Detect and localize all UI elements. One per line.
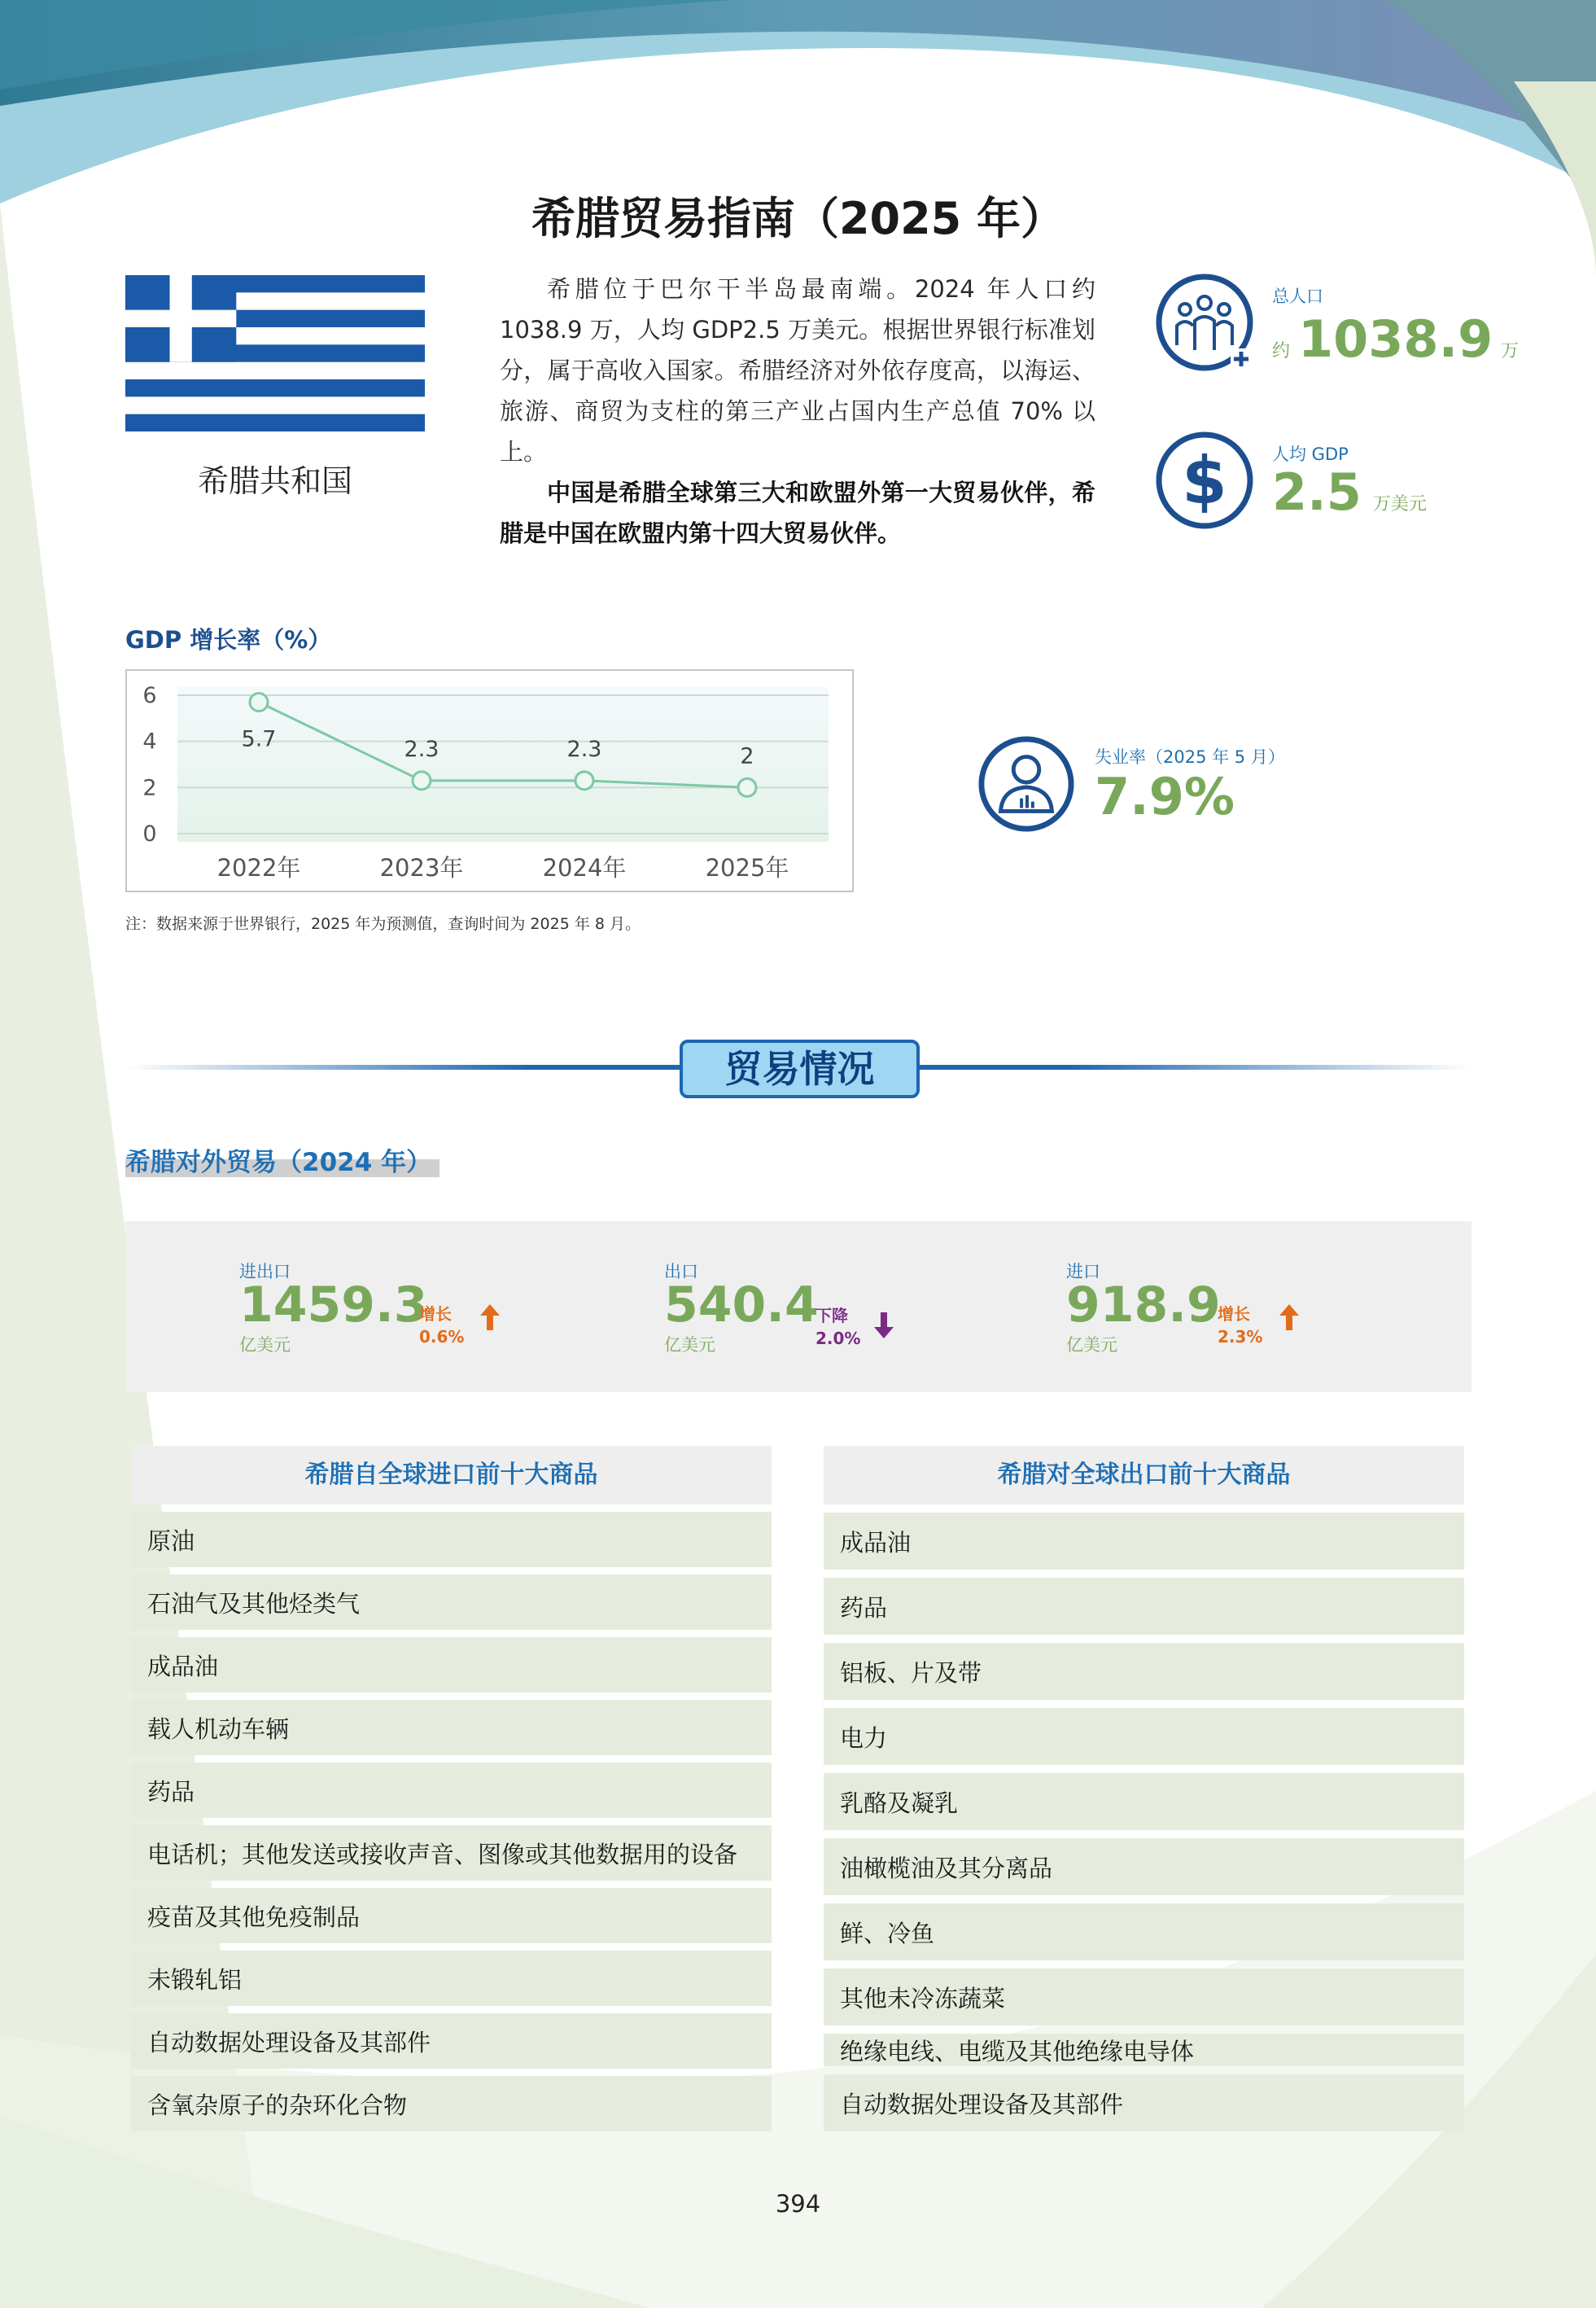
export-change bbox=[815, 1304, 860, 1350]
chart-x-tick-label: 2022年 bbox=[216, 854, 301, 882]
export-label: 出口 bbox=[664, 1262, 698, 1281]
table-row: 鲜、冷鱼 bbox=[824, 1903, 1464, 1960]
total-trade-label: 进出口 bbox=[239, 1262, 291, 1281]
arrow-up-icon bbox=[480, 1304, 500, 1330]
chart-y-tick-label: 2 bbox=[142, 775, 157, 801]
population-prefix: 约 bbox=[1272, 341, 1291, 361]
chart-y-tick-label: 4 bbox=[142, 729, 157, 755]
table-row: 铝板、片及带 bbox=[824, 1643, 1464, 1700]
imports-table bbox=[131, 1446, 772, 2131]
gdp-per-capita-value-group bbox=[1272, 462, 1427, 522]
table-row: 电话机；其他发送或接收声音、图像或其他数据用的设备 bbox=[131, 1825, 772, 1881]
chart-data-point bbox=[575, 772, 593, 790]
population-stat bbox=[1154, 272, 1255, 376]
export-value: 540.4 bbox=[664, 1277, 819, 1334]
svg-text:$: $ bbox=[1182, 443, 1227, 519]
population-value-group bbox=[1272, 309, 1519, 369]
chart-data-label: 2.3 bbox=[404, 736, 439, 762]
total-change-label: 增长 bbox=[419, 1304, 452, 1324]
unemployment-value: 7.9% bbox=[1095, 767, 1235, 826]
table-row: 乳酪及凝乳 bbox=[824, 1773, 1464, 1830]
table-row: 原油 bbox=[131, 1512, 772, 1567]
imports-table-header: 希腊自全球进口前十大商品 bbox=[131, 1446, 772, 1504]
chart-data-label: 5.7 bbox=[241, 726, 277, 752]
table-row: 含氧杂原子的杂环化合物 bbox=[131, 2076, 772, 2131]
exports-table bbox=[824, 1446, 1464, 2131]
table-row: 自动数据处理设备及其部件 bbox=[131, 2013, 772, 2069]
table-row: 绝缘电线、电缆及其他绝缘电导体 bbox=[824, 2034, 1464, 2066]
table-row: 未锻轧铝 bbox=[131, 1951, 772, 2006]
gdp-per-capita-value: 2.5 bbox=[1272, 462, 1362, 522]
total-change-value: 0.6% bbox=[419, 1327, 465, 1347]
arrow-down-icon bbox=[874, 1312, 894, 1338]
dollar-icon bbox=[1154, 430, 1255, 531]
export-change-label: 下降 bbox=[815, 1306, 848, 1325]
exports-table-header: 希腊对全球出口前十大商品 bbox=[824, 1446, 1464, 1504]
country-name: 希腊共和国 bbox=[197, 463, 352, 499]
table-row: 其他未冷冻蔬菜 bbox=[824, 1969, 1464, 2026]
table-row: 药品 bbox=[131, 1763, 772, 1818]
population-unit: 万 bbox=[1501, 341, 1519, 361]
chart-data-label: 2.3 bbox=[566, 736, 602, 762]
gdp-growth-chart bbox=[125, 669, 854, 892]
population-label: 总人口 bbox=[1272, 287, 1323, 306]
import-change-value: 2.3% bbox=[1218, 1327, 1263, 1347]
import-unit: 亿美元 bbox=[1066, 1335, 1117, 1355]
trade-subtitle: 希腊对外贸易（2024 年） bbox=[125, 1148, 432, 1177]
page-number: 394 bbox=[775, 2190, 821, 2218]
table-row: 载人机动车辆 bbox=[131, 1700, 772, 1755]
gdp-per-capita-unit: 万美元 bbox=[1372, 494, 1427, 515]
chart-canvas bbox=[127, 671, 852, 891]
gdp-per-capita-label: 人均 GDP bbox=[1272, 445, 1349, 464]
page-title: 希腊贸易指南（2025 年） bbox=[531, 193, 1065, 244]
table-row: 油橄榄油及其分离品 bbox=[824, 1838, 1464, 1895]
chart-x-tick-label: 2023年 bbox=[379, 854, 464, 882]
total-trade-change bbox=[419, 1303, 464, 1348]
import-change bbox=[1218, 1303, 1262, 1348]
total-trade-unit: 亿美元 bbox=[239, 1335, 291, 1355]
export-unit: 亿美元 bbox=[664, 1335, 715, 1355]
arrow-up-icon bbox=[1279, 1304, 1299, 1330]
greece-flag-image bbox=[125, 275, 425, 431]
table-row: 自动数据处理设备及其部件 bbox=[824, 2074, 1464, 2131]
intro-highlight: 中国是希腊全球第三大和欧盟外第一大贸易伙伴，希腊是中国在欧盟内第十四大贸易伙伴。 bbox=[500, 479, 1095, 547]
table-row: 石油气及其他烃类气 bbox=[131, 1574, 772, 1630]
export-change-value: 2.0% bbox=[815, 1329, 861, 1348]
chart-x-tick-label: 2025年 bbox=[705, 854, 789, 882]
chart-y-tick-label: 6 bbox=[142, 683, 157, 708]
chart-title: GDP 增长率（%） bbox=[125, 626, 332, 654]
chart-x-tick-label: 2024年 bbox=[542, 854, 627, 882]
intro-text bbox=[500, 269, 1095, 554]
population-value: 1038.9 bbox=[1298, 309, 1493, 369]
import-label: 进口 bbox=[1066, 1262, 1100, 1281]
chart-data-point bbox=[413, 772, 431, 790]
import-value: 918.9 bbox=[1066, 1277, 1221, 1334]
chart-data-point bbox=[250, 694, 268, 712]
total-trade-value: 1459.3 bbox=[239, 1277, 428, 1334]
table-row: 疫苗及其他免疫制品 bbox=[131, 1888, 772, 1943]
import-change-label: 增长 bbox=[1218, 1304, 1250, 1324]
gdp-per-capita-stat bbox=[1154, 430, 1255, 534]
unemployment-stat bbox=[977, 734, 1076, 837]
table-row: 电力 bbox=[824, 1708, 1464, 1765]
chart-data-point bbox=[738, 778, 756, 796]
people-icon bbox=[1154, 272, 1255, 373]
chart-note: 注：数据来源于世界银行，2025 年为预测值，查询时间为 2025 年 8 月。 bbox=[125, 915, 641, 933]
section-title: 贸易情况 bbox=[680, 1040, 920, 1098]
table-row: 药品 bbox=[824, 1578, 1464, 1635]
table-row: 成品油 bbox=[131, 1637, 772, 1693]
unemployment-label: 失业率（2025 年 5 月） bbox=[1095, 747, 1285, 767]
intro-paragraph: 希腊位于巴尔干半岛最南端。2024 年人口约 1038.9 万，人均 GDP2.5 万美元。根据世界银行标准划分，属于高收入国家。希腊经济对外依存度高，以海运、旅游、商贸为支柱的第三产业占国内生产总值 70% 以上。 bbox=[500, 275, 1095, 466]
worker-icon bbox=[977, 734, 1076, 834]
chart-data-label: 2 bbox=[740, 743, 754, 769]
chart-y-tick-label: 0 bbox=[142, 821, 157, 847]
table-row: 成品油 bbox=[824, 1513, 1464, 1570]
